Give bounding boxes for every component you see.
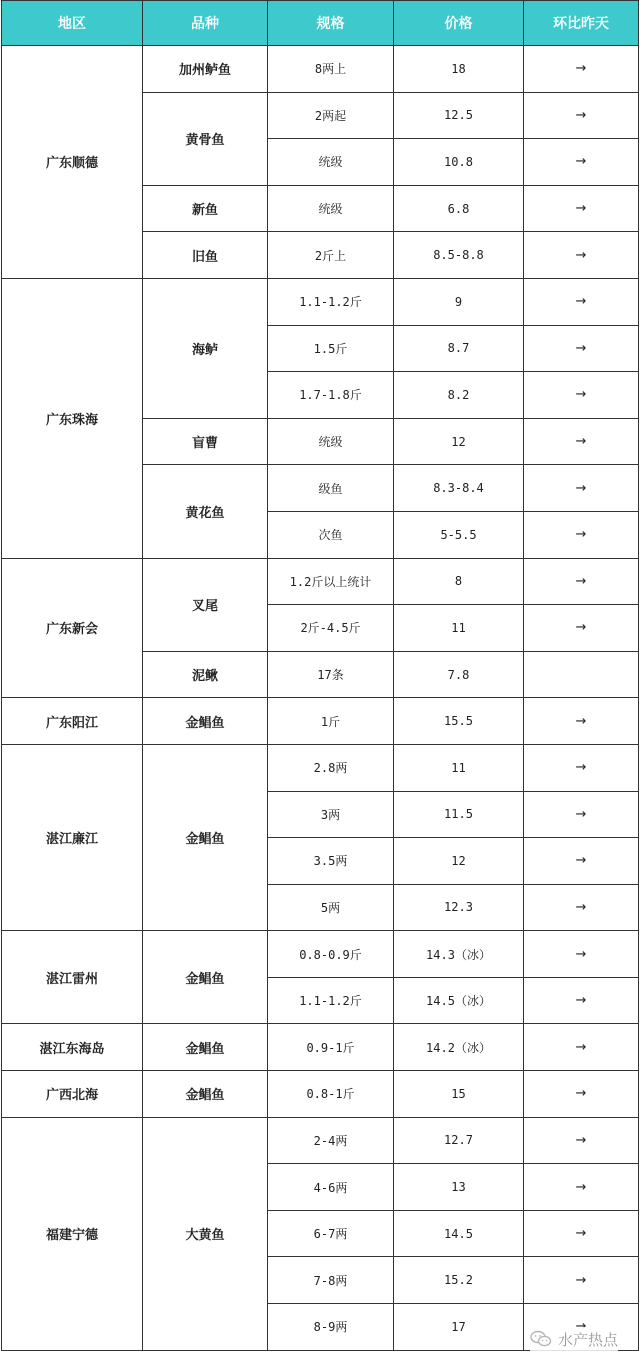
header-species: 品种 [143,1,268,46]
header-region: 地区 [2,1,143,46]
trend-arrow-cell: → [524,698,639,745]
spec-cell: 8-9两 [268,1304,394,1351]
trend-arrow-cell: → [524,511,639,558]
trend-arrow-cell: → [524,977,639,1024]
trend-arrow-cell: → [524,139,639,186]
trend-arrow-cell: → [524,1210,639,1257]
price-cell: 6.8 [394,185,524,232]
price-cell: 5-5.5 [394,511,524,558]
trend-arrow-cell: → [524,1071,639,1118]
spec-cell: 1斤 [268,698,394,745]
spec-cell: 1.1-1.2斤 [268,977,394,1024]
region-cell: 湛江东海岛 [2,1024,143,1071]
species-cell: 加州鲈鱼 [143,46,268,93]
table-row [2,744,639,791]
price-cell: 11.5 [394,791,524,838]
spec-cell: 3.5两 [268,838,394,885]
price-cell: 9 [394,278,524,325]
species-cell: 金鲳鱼 [143,698,268,745]
header-spec: 规格 [268,1,394,46]
trend-arrow-cell: → [524,838,639,885]
trend-arrow-cell: → [524,791,639,838]
spec-cell: 1.5斤 [268,325,394,372]
table-row [2,1024,639,1071]
table-row [2,931,639,978]
species-cell: 金鲳鱼 [143,744,268,930]
spec-cell: 次鱼 [268,511,394,558]
spec-cell: 1.1-1.2斤 [268,278,394,325]
spec-cell: 3两 [268,791,394,838]
region-cell: 湛江廉江 [2,744,143,930]
table-row [2,698,639,745]
price-cell: 15 [394,1071,524,1118]
region-cell: 广东顺德 [2,46,143,279]
spec-cell: 级鱼 [268,465,394,512]
trend-arrow-cell: → [524,46,639,93]
spec-cell: 2斤-4.5斤 [268,605,394,652]
spec-cell: 7-8两 [268,1257,394,1304]
species-cell: 黄花鱼 [143,465,268,558]
watermark-text: 水产热点 [557,1330,618,1349]
spec-cell: 1.7-1.8斤 [268,372,394,419]
spec-cell: 17条 [268,651,394,698]
trend-arrow-cell: → [524,325,639,372]
table-row [2,46,639,93]
header-row [2,1,639,46]
price-cell: 12 [394,838,524,885]
trend-arrow-cell: → [524,1164,639,1211]
trend-arrow-cell: → [524,185,639,232]
trend-arrow-cell: → [524,1257,639,1304]
trend-arrow-cell: → [524,372,639,419]
species-cell: 金鲳鱼 [143,1024,268,1071]
trend-arrow-cell: → [524,1024,639,1071]
wechat-icon [530,1330,552,1348]
region-cell: 广西北海 [2,1071,143,1118]
table-row [2,1117,639,1164]
trend-arrow-cell: → [524,558,639,605]
trend-arrow-cell: → [524,232,639,279]
spec-cell: 0.8-1斤 [268,1071,394,1118]
table-body [2,46,639,1351]
spec-cell: 2.8两 [268,744,394,791]
price-cell: 12.7 [394,1117,524,1164]
price-cell: 18 [394,46,524,93]
table-row [2,278,639,325]
spec-cell: 统级 [268,185,394,232]
region-cell: 广东阳江 [2,698,143,745]
price-cell: 8.2 [394,372,524,419]
price-cell: 10.8 [394,139,524,186]
price-cell: 14.3（冰） [394,931,524,978]
price-cell: 12.5 [394,92,524,139]
watermark [530,1327,618,1351]
price-cell: 12.3 [394,884,524,931]
species-cell: 泥鳅 [143,651,268,698]
price-cell: 11 [394,744,524,791]
price-cell: 12 [394,418,524,465]
table-row [2,558,639,605]
trend-arrow-cell: → [524,884,639,931]
trend-arrow-cell: → [524,605,639,652]
region-cell: 广东新会 [2,558,143,698]
price-cell: 8.5-8.8 [394,232,524,279]
spec-cell: 5两 [268,884,394,931]
species-cell: 旧鱼 [143,232,268,279]
trend-arrow-cell: → [524,931,639,978]
header-price: 价格 [394,1,524,46]
price-cell: 8.3-8.4 [394,465,524,512]
region-cell: 湛江雷州 [2,931,143,1024]
price-cell: 14.5 [394,1210,524,1257]
table-row [2,1071,639,1118]
spec-cell: 统级 [268,139,394,186]
trend-arrow-cell: → [524,465,639,512]
species-cell: 叉尾 [143,558,268,651]
spec-cell: 2-4两 [268,1117,394,1164]
species-cell: 黄骨鱼 [143,92,268,185]
price-cell: 14.2（冰） [394,1024,524,1071]
region-cell: 福建宁德 [2,1117,143,1350]
price-cell: 7.8 [394,651,524,698]
trend-arrow-cell [524,651,639,698]
price-table [1,0,639,1351]
price-cell: 15.2 [394,1257,524,1304]
trend-arrow-cell: → [524,1117,639,1164]
species-cell: 新鱼 [143,185,268,232]
spec-cell: 8两上 [268,46,394,93]
spec-cell: 6-7两 [268,1210,394,1257]
species-cell: 大黄鱼 [143,1117,268,1350]
spec-cell: 1.2斤以上统计 [268,558,394,605]
price-cell: 13 [394,1164,524,1211]
price-cell: 8.7 [394,325,524,372]
price-cell: 17 [394,1304,524,1351]
spec-cell: 0.8-0.9斤 [268,931,394,978]
species-cell: 金鲳鱼 [143,931,268,1024]
species-cell: 盲曹 [143,418,268,465]
trend-arrow-cell: → [524,418,639,465]
spec-cell: 2两起 [268,92,394,139]
spec-cell: 4-6两 [268,1164,394,1211]
trend-arrow-cell: → [524,744,639,791]
spec-cell: 统级 [268,418,394,465]
price-cell: 15.5 [394,698,524,745]
price-cell: 11 [394,605,524,652]
trend-arrow-cell: → [524,92,639,139]
spec-cell: 2斤上 [268,232,394,279]
price-cell: 8 [394,558,524,605]
species-cell: 金鲳鱼 [143,1071,268,1118]
price-cell: 14.5（冰） [394,977,524,1024]
trend-arrow-cell: → [524,278,639,325]
spec-cell: 0.9-1斤 [268,1024,394,1071]
region-cell: 广东珠海 [2,278,143,558]
header-trend: 环比昨天 [524,1,639,46]
species-cell: 海鲈 [143,278,268,418]
